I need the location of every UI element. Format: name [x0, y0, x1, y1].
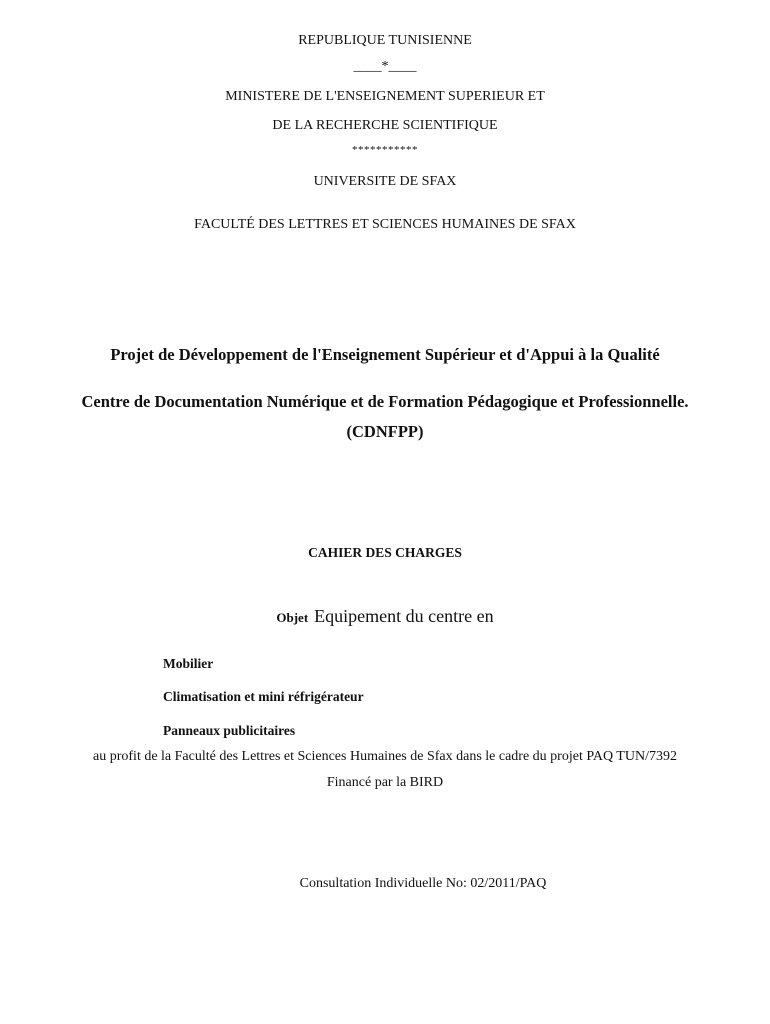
- consultation-number: Consultation Individuelle No: 02/2011/PAQ: [299, 876, 547, 891]
- header-separator: ____*____: [353, 59, 417, 74]
- centre-acronym: (CDNFPP): [346, 422, 424, 441]
- republic-heading: REPUBLIQUE TUNISIENNE: [298, 33, 472, 48]
- ministry-heading-line-2: DE LA RECHERCHE SCIENTIFIQUE: [272, 118, 498, 133]
- objet-value: Equipement du centre en: [314, 606, 494, 626]
- profit-statement: au profit de la Faculté des Lettres et Sciences Humaines de Sfax dans le cadre du projet PAQ TUN/7392: [93, 749, 677, 764]
- equipment-item: Climatisation et mini réfrigérateur: [163, 689, 364, 704]
- ministry-heading-line-1: MINISTERE DE L'ENSEIGNEMENT SUPERIEUR ET: [225, 89, 545, 104]
- centre-title: Centre de Documentation Numérique et de Formation Pédagogique et Professionnelle.: [81, 392, 689, 411]
- stars-separator: ***********: [352, 144, 418, 156]
- objet-label: Objet: [276, 610, 309, 625]
- equipment-item: Panneaux publicitaires: [163, 723, 296, 738]
- objet-line: [0, 606, 770, 627]
- faculty-heading: FACULTÉ DES LETTRES ET SCIENCES HUMAINES DE SFAX: [194, 217, 576, 232]
- cahier-des-charges-heading: CAHIER DES CHARGES: [308, 545, 462, 560]
- equipment-item: Mobilier: [163, 656, 214, 671]
- financing-statement: Financé par la BIRD: [326, 775, 444, 790]
- project-title: Projet de Développement de l'Enseignement Supérieur et d'Appui à la Qualité: [110, 345, 660, 364]
- university-heading: UNIVERSITE DE SFAX: [313, 174, 457, 189]
